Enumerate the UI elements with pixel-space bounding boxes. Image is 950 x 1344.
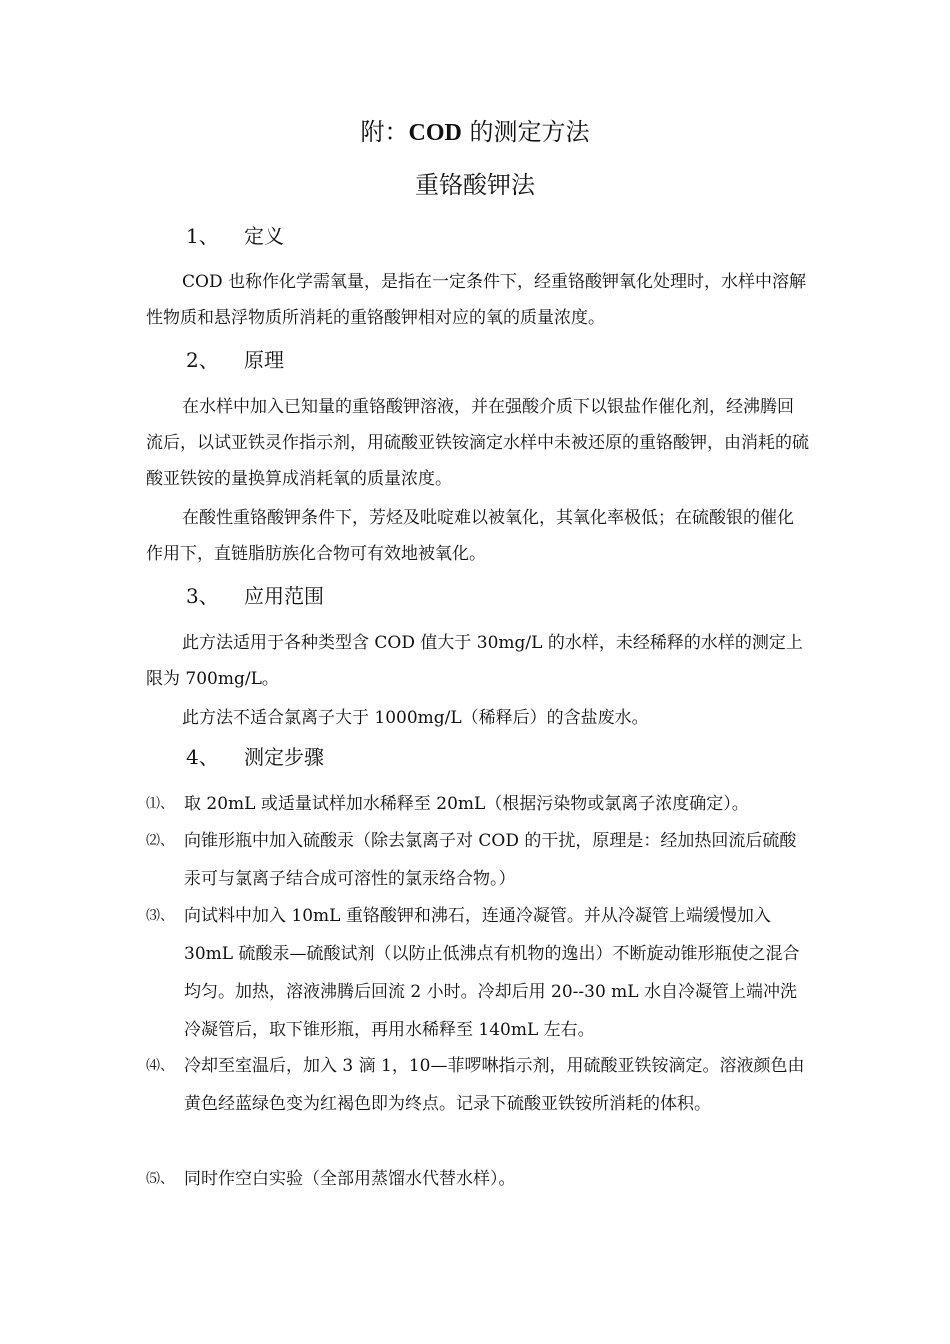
section-number: 1、	[186, 224, 219, 248]
paragraph-text: COD 也称作化学需氧量，是指在一定条件下，经重铬酸钾氧化处理时，水样中溶解性物质和悬浮物质所消耗的重铬酸钾相对应的氧的质量浓度。	[146, 272, 806, 328]
list-item	[146, 1047, 810, 1123]
step-text: 同时作空白实验（全部用蒸馏水代替水样）。	[184, 1169, 516, 1189]
section-heading-2	[186, 347, 284, 373]
list-item	[146, 822, 810, 898]
step-marker: ⑴、	[146, 796, 174, 812]
section-title: 测定步骤	[244, 745, 324, 769]
section-heading-3	[186, 583, 324, 609]
section-title: 定义	[244, 224, 284, 248]
step-marker: ⑸、	[146, 1171, 174, 1187]
title-prefix: 附：	[360, 118, 409, 146]
paragraph	[146, 389, 810, 497]
step-marker: ⑶、	[146, 908, 174, 924]
step-marker: ⑵、	[146, 833, 174, 849]
section-title: 原理	[244, 348, 284, 372]
step-text: 向试料中加入 10mL 重铬酸钾和沸石，连通冷凝管。并从冷凝管上端缓慢加入 30mL 硫酸汞—硫酸试剂（以防止低沸点有机物的逸出）不断旋动锥形瓶使之混合均匀。加热，溶液沸腾后回流 2 小时。冷却后用 20--30 mL 水自冷凝管上端冲洗冷凝管后，取下锥形瓶，再用水稀释至 140mL 左右。	[184, 906, 800, 1040]
page-title	[0, 117, 950, 148]
paragraph	[146, 264, 810, 336]
paragraph	[146, 700, 810, 736]
paragraph-text: 在水样中加入已知量的重铬酸钾溶液，并在强酸介质下以银盐作催化剂，经沸腾回流后，以试亚铁灵作指示剂，用硫酸亚铁铵滴定水样中未被还原的重铬酸钾，由消耗的硫酸亚铁铵的量换算成消耗氧的质量浓度。	[146, 397, 809, 489]
title-suffix: 的测定方法	[461, 118, 590, 146]
list-item	[146, 1160, 810, 1198]
section-heading-1	[186, 223, 284, 249]
paragraph-text: 在酸性重铬酸钾条件下，芳烃及吡啶难以被氧化，其氧化率极低；在硫酸银的催化作用下，直链脂肪族化合物可有效地被氧化。	[146, 508, 794, 564]
paragraph	[146, 500, 810, 572]
step-text: 冷却至室温后，加入 3 滴 1，10—菲啰啉指示剂，用硫酸亚铁铵滴定。溶液颜色由黄色经蓝绿色变为红褐色即为终点。记录下硫酸亚铁铵所消耗的体积。	[184, 1056, 805, 1114]
section-number: 3、	[186, 584, 219, 608]
title-bold: COD	[408, 120, 462, 146]
paragraph-text: 此方法适用于各种类型含 COD 值大于 30mg/L 的水样，未经稀释的水样的测定上限为 700mg/L。	[146, 633, 803, 689]
page-subtitle: 重铬酸钾法	[415, 171, 535, 199]
section-title: 应用范围	[244, 584, 324, 608]
section-number: 2、	[186, 348, 219, 372]
step-text: 取 20mL 或适量试样加水稀释至 20mL（根据污染物或氯离子浓度确定）。	[184, 794, 749, 814]
step-marker: ⑷、	[146, 1058, 174, 1074]
section-number: 4、	[186, 745, 219, 769]
section-heading-4	[186, 744, 324, 770]
list-item	[146, 785, 810, 823]
list-item	[146, 897, 810, 1049]
paragraph-text: 此方法不适合氯离子大于 1000mg/L（稀释后）的含盐废水。	[182, 708, 649, 728]
paragraph	[146, 625, 810, 697]
step-text: 向锥形瓶中加入硫酸汞（除去氯离子对 COD 的干扰，原理是：经加热回流后硫酸汞可与氯离子结合成可溶性的氯汞络合物。）	[184, 831, 797, 889]
